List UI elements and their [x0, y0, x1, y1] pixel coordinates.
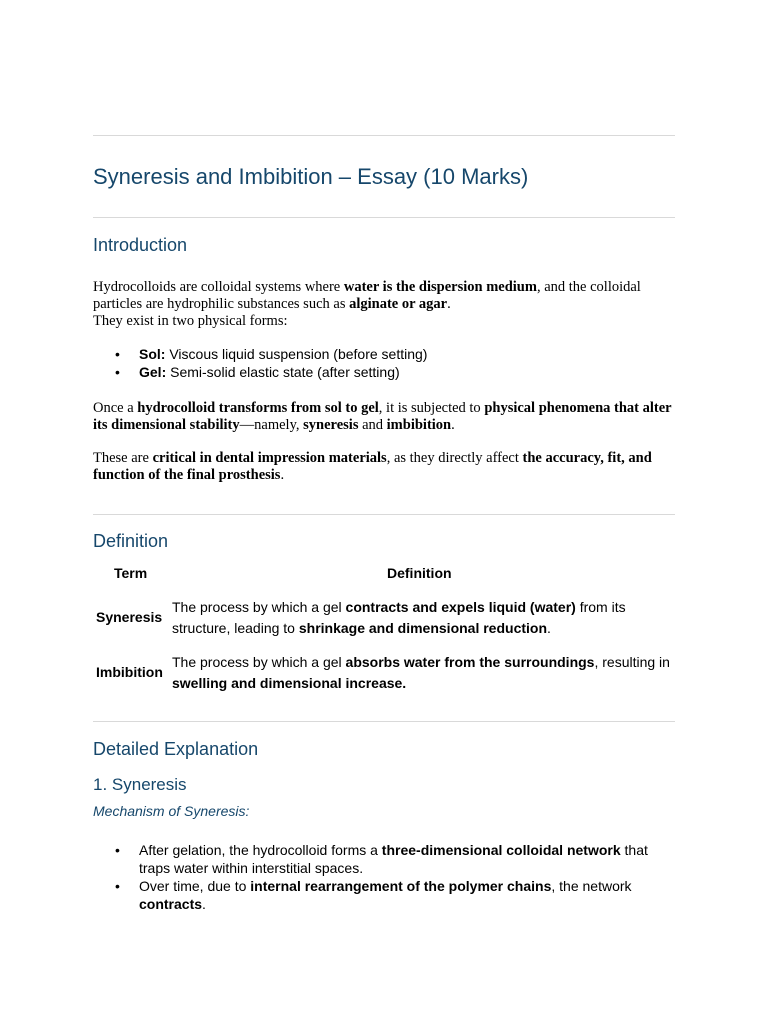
bold-text: water is the dispersion medium [343, 279, 537, 295]
table-cell-term: Imbibition [96, 664, 163, 680]
divider [93, 721, 675, 722]
intro-paragraph-3 [93, 450, 675, 484]
bold-text: imbibition [386, 417, 452, 433]
bold-text: alginate or agar [349, 296, 448, 312]
divider [93, 217, 675, 218]
list-item [93, 363, 675, 381]
text-run: , as they directly affect [386, 450, 523, 466]
section-heading-introduction: Introduction [93, 235, 188, 255]
text-run: —namely, [239, 417, 304, 433]
definition-table [93, 565, 675, 695]
bold-text: three-dimensional colloidal network [381, 842, 621, 858]
bold-text: contracts [139, 896, 203, 912]
list-item [93, 841, 675, 877]
table-cell-definition [172, 597, 672, 638]
divider [93, 514, 675, 515]
text-run: They exist in two physical forms: [93, 313, 288, 329]
text-run: , and the colloidal particles are hydrophilic substances such as [93, 279, 641, 312]
text-run: Hydrocolloids are colloidal systems where [93, 279, 344, 295]
subsection-heading-syneresis: 1. Syneresis [93, 775, 187, 794]
text-run: . [547, 619, 551, 636]
bold-text: syneresis [303, 417, 359, 433]
text-run: , the network [551, 878, 632, 894]
table-header-definition: Definition [387, 565, 452, 581]
table-cell-definition [172, 652, 672, 693]
text-run: and [358, 417, 387, 433]
section-heading-definition: Definition [93, 531, 169, 551]
text-run: . [451, 417, 455, 433]
list-item [93, 877, 675, 913]
table-header-term: Term [114, 565, 148, 581]
table-cell-term: Syneresis [96, 609, 163, 625]
text-run: Viscous liquid suspension (before setting) [165, 346, 428, 362]
text-run: These are [93, 450, 153, 466]
text-run: . [447, 296, 451, 312]
bold-text: physical phenomena that alter its dimensional stability [93, 400, 672, 433]
intro-paragraph-1 [93, 279, 675, 330]
text-run: Over time, due to [139, 878, 251, 894]
text-run: , resulting in [594, 654, 670, 670]
bold-text: internal rearrangement of the polymer chains [250, 878, 552, 894]
bold-text: Gel: [139, 364, 167, 380]
text-run: , it is subjected to [378, 400, 485, 416]
forms-list [93, 345, 675, 381]
page-title: Syneresis and Imbibition – Essay (10 Marks) [93, 164, 529, 189]
bullet-icon: • [115, 842, 120, 858]
bold-text: critical in dental impression materials [152, 450, 387, 466]
bullet-icon: • [115, 346, 120, 362]
divider [93, 135, 675, 136]
mechanism-label: Mechanism of Syneresis: [93, 803, 250, 819]
text-run: that traps water within interstitial spaces. [139, 842, 648, 876]
section-heading-detailed-explanation: Detailed Explanation [93, 739, 259, 759]
text-run: Semi-solid elastic state (after setting) [166, 364, 400, 380]
mechanism-list [93, 841, 675, 913]
bold-text: absorbs water from the surroundings [345, 654, 595, 670]
text-run: Once a [93, 400, 138, 416]
bullet-icon: • [115, 364, 120, 380]
text-run: The process by which a gel [172, 654, 346, 670]
text-run: . [280, 467, 285, 483]
text-run: from its structure, leading to [172, 599, 626, 636]
bold-text: swelling and dimensional increase. [172, 674, 407, 691]
text-run: After gelation, the hydrocolloid forms a [139, 842, 382, 858]
bold-text: hydrocolloid transforms from sol to gel [137, 400, 379, 416]
bold-text: Sol: [139, 346, 166, 362]
bold-text: shrinkage and dimensional reduction [298, 619, 548, 636]
bold-text: the accuracy, fit, and function of the final prosthesis [93, 450, 652, 483]
list-item [93, 345, 675, 363]
bold-text: contracts and expels liquid (water) [345, 599, 576, 615]
bullet-icon: • [115, 878, 120, 894]
intro-paragraph-2 [93, 400, 675, 434]
text-run: The process by which a gel [172, 599, 346, 615]
text-run: . [202, 896, 206, 912]
